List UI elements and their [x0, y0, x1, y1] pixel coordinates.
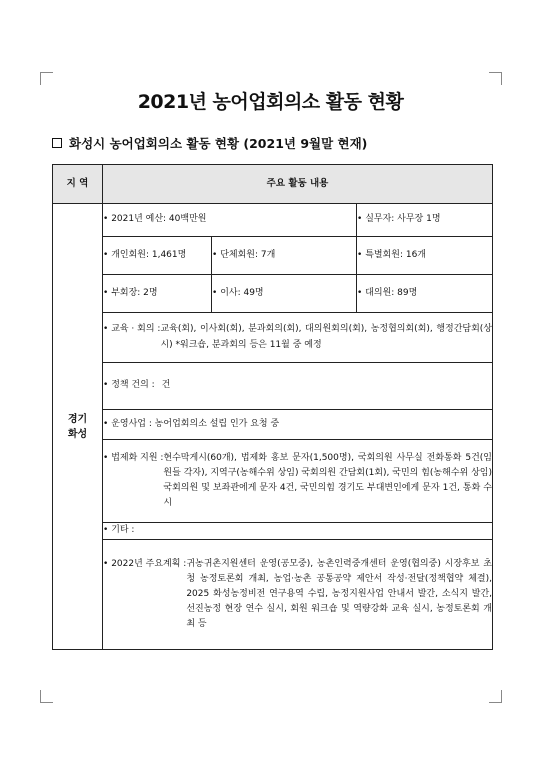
- directors-cell: • 이사: 49명: [212, 275, 357, 313]
- operation-cell: • 운영사업 : 농어업회의소 설립 인가 요청 중: [103, 410, 493, 440]
- vice-chair-cell: • 부회장: 2명: [103, 275, 212, 313]
- plan-text: 귀농귀촌지원센터 운영(공모중), 농촌인력중개센터 운영(협의중) 시장후보 초청 농정토론회 개최, 농업·농촌 공통공약 제안서 작성·전달(정책협약 체결), 2025 화성농정비전 연구용역 수립, 농정지원사업 안내서 발간, 소식지 발간, 선진농정 현장 연수 실시, 회원 워크숍 및 역량강화 교육 실시, 농정토론회 개최 등: [186, 558, 492, 630]
- table-row: [53, 313, 493, 363]
- crop-mark-top-left: [40, 72, 53, 85]
- special-members-cell: • 특별회원: 16개: [357, 237, 493, 275]
- region-line-1: 경기: [67, 413, 88, 425]
- table-row: [53, 204, 493, 237]
- table-row: [53, 523, 493, 540]
- education-text: 교육(회), 이사회(회), 분과회의(회), 대의원회의(회), 농정협의회(회), 행정간담회(상시) *워크숍, 분과회의 등은 11월 중 예정: [160, 324, 492, 350]
- table-row: [53, 237, 493, 275]
- square-bullet-icon: [52, 138, 62, 148]
- group-members-cell: • 단체회원: 7개: [212, 237, 357, 275]
- table-row: [53, 540, 493, 650]
- individual-members-text: 개인회원: 1,461명: [111, 249, 187, 260]
- crop-mark-bottom-right: [489, 690, 502, 703]
- policy-label: 정책 건의 :: [111, 380, 158, 391]
- education-label: 교육 · 회의 :: [111, 324, 161, 335]
- other-cell: • 기타 :: [103, 523, 493, 540]
- header-region: 지 역: [53, 165, 103, 204]
- delegates-text: 대의원: 89명: [365, 287, 418, 298]
- education-cell: • 교육 · 회의 : 교육(회), 이사회(회), 분과회의(회), 대의원회의(회), 농정협의회(회), 행정간담회(상시) *워크숍, 분과회의 등은 11월 중 예정: [103, 313, 493, 363]
- page-title: 2021년 농어업회의소 활동 현황: [137, 91, 404, 113]
- crop-mark-bottom-left: [40, 690, 53, 703]
- plan-label: 2022년 주요계획 :: [111, 558, 187, 569]
- staff-text: 실무자: 사무장 1명: [365, 214, 441, 225]
- delegates-cell: • 대의원: 89명: [357, 275, 493, 313]
- legislation-text: 현수막게시(60개), 법제화 홍보 문자(1,500명), 국회의원 사무실 전화통화 5건(임원들 각자), 지역구(농해수위 상임) 국회의원 간담회(1회), 국민의 힘(농해수위 상임) 국회의원 및 보좌관에게 문자 4건, 국민의힘 경기도 부대변인에게 문자 1건, 통화 수시: [163, 452, 492, 509]
- section-heading: [52, 134, 367, 152]
- budget-text: 2021년 예산: 40백만원: [111, 214, 207, 225]
- policy-cell: • 정책 건의 : 건: [103, 363, 493, 410]
- table-row: [53, 275, 493, 313]
- individual-members-cell: • 개인회원: 1,461명: [103, 237, 212, 275]
- table-row: [53, 410, 493, 440]
- table-row: [53, 440, 493, 523]
- region-cell: [53, 204, 103, 650]
- crop-mark-top-right: [489, 72, 502, 85]
- special-members-text: 특별회원: 16개: [365, 249, 427, 260]
- vice-chair-text: 부회장: 2명: [111, 287, 158, 298]
- activity-table: [52, 164, 493, 650]
- budget-cell: • 2021년 예산: 40백만원: [103, 204, 357, 237]
- region-line-2: 화성: [67, 428, 88, 440]
- directors-text: 이사: 49명: [220, 287, 264, 298]
- operation-text: 운영사업 : 농어업회의소 설립 인가 요청 중: [111, 418, 280, 429]
- legislation-cell: • 법제화 지원 : 현수막게시(60개), 법제화 홍보 문자(1,500명), 국회의원 사무실 전화통화 5건(임원들 각자), 지역구(농해수위 상임) 국회의원 간담회(1회), 국민의 힘(농해수위 상임) 국회의원 및 보좌관에게 문자 4건, 국민의힘 경기도 부대변인에게 문자 1건, 통화 수시: [103, 440, 493, 523]
- legislation-label: 법제화 지원 :: [111, 452, 164, 463]
- staff-cell: • 실무자: 사무장 1명: [357, 204, 493, 237]
- plan-cell: • 2022년 주요계획 : 귀농귀촌지원센터 운영(공모중), 농촌인력중개센터 운영(협의중) 시장후보 초청 농정토론회 개최, 농업·농촌 공통공약 제안서 작성·전달(정책협약 체결), 2025 화성농정비전 연구용역 수립, 농정지원사업 안내서 발간, 소식지 발간, 선진농정 현장 연수 실시, 회원 워크숍 및 역량강화 교육 실시, 농정토론회 개최 등: [103, 540, 493, 650]
- other-text: 기타 :: [111, 525, 135, 536]
- table-row: [53, 363, 493, 410]
- section-heading-text: 화성시 농어업회의소 활동 현황 (2021년 9월말 현재): [69, 136, 368, 151]
- group-members-text: 단체회원: 7개: [220, 249, 276, 260]
- header-content: 주요 활동 내용: [103, 165, 493, 204]
- table-header-row: [53, 165, 493, 204]
- policy-value: 건: [161, 380, 171, 391]
